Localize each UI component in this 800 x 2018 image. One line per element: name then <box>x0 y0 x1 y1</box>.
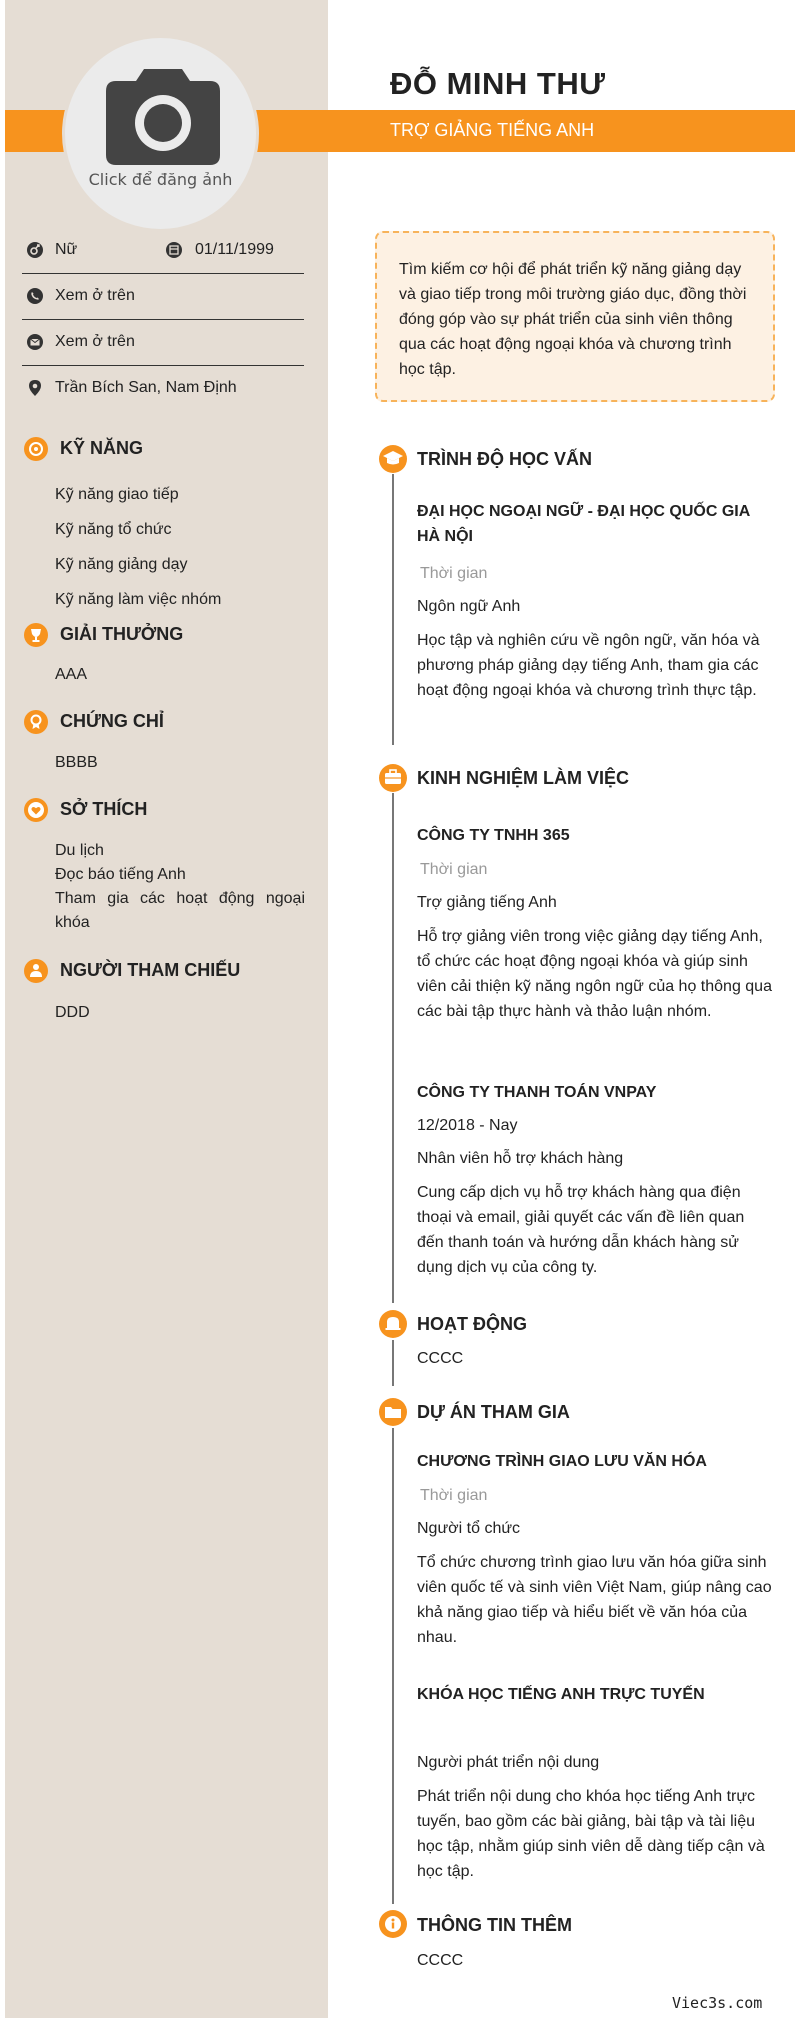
additional-text: CCCC <box>417 1952 464 1969</box>
project-desc: Phát triển nội dung cho khóa học tiếng Anh trực tuyến, bao gồm các bài giảng, bài tập và tài liệu học tập, nhằm giúp sinh viên dễ dàng tiếp cận và học tập. <box>417 1788 765 1880</box>
activities-text: CCCC <box>417 1350 464 1367</box>
project-entry <box>417 1682 772 1884</box>
experience-role: Nhân viên hỗ trợ khách hàng <box>417 1150 624 1167</box>
graduation-cap-icon <box>379 445 407 473</box>
experience-entry <box>417 823 772 1024</box>
email-icon <box>26 333 44 351</box>
activities-title: HOẠT ĐỘNG <box>417 1314 527 1334</box>
calendar-icon <box>165 241 183 259</box>
career-objective: Tìm kiếm cơ hội để phát triển kỹ năng giảng dạy và giao tiếp trong môi trường giáo dục, đồng thời đóng góp vào sự phát triển của sinh viên thông qua các hoạt động ngoại khóa và chương trình học tập. <box>375 231 775 402</box>
reference-item: DDD <box>55 1004 90 1021</box>
references-title: NGƯỜI THAM CHIẾU <box>60 960 241 980</box>
projects-title: DỰ ÁN THAM GIA <box>417 1402 570 1422</box>
experience-time: Thời gian <box>420 861 488 878</box>
photo-upload-label: Click để đăng ảnh <box>88 170 233 189</box>
folder-icon <box>379 1398 407 1426</box>
project-name: CHƯƠNG TRÌNH GIAO LƯU VĂN HÓA <box>417 1453 707 1470</box>
certificates-list <box>55 751 305 775</box>
education-major: Ngôn ngữ Anh <box>417 598 521 615</box>
skills-icon <box>24 437 48 461</box>
education-timeline <box>392 474 394 745</box>
project-role: Người tổ chức <box>417 1520 521 1537</box>
people-icon <box>24 959 48 983</box>
certificate-item: BBBB <box>55 754 98 771</box>
skills-title: KỸ NĂNG <box>60 438 144 458</box>
certificate-icon <box>24 710 48 734</box>
avatar-upload[interactable] <box>62 35 259 232</box>
education-desc: Học tập và nghiên cứu về ngôn ngữ, văn hóa và phương pháp giảng dạy tiếng Anh, tham gia các hoạt động ngoại khóa và chương trình thực tập. <box>417 632 760 699</box>
personal-info <box>22 228 304 411</box>
phone-value: Xem ở trên <box>55 287 135 304</box>
education-entry <box>417 499 772 703</box>
hobby-item: Du lịch <box>55 842 104 859</box>
skill-item: Kỹ năng giao tiếp <box>55 486 179 503</box>
awards-list <box>55 663 305 687</box>
project-time <box>417 1720 772 1739</box>
experience-title: KINH NGHIỆM LÀM VIỆC <box>417 768 630 788</box>
bell-icon <box>379 1310 407 1338</box>
project-entry <box>417 1449 772 1650</box>
email-row <box>22 320 304 366</box>
camera-icon <box>106 65 220 165</box>
experience-time: 12/2018 - Nay <box>417 1117 518 1134</box>
experience-role: Trợ giảng tiếng Anh <box>417 894 557 911</box>
skill-item: Kỹ năng tổ chức <box>55 521 172 538</box>
address-row <box>22 366 304 411</box>
education-time: Thời gian <box>420 565 488 582</box>
hobby-item: Tham gia các hoạt động ngoại khóa <box>55 890 305 931</box>
awards-title: GIẢI THƯỞNG <box>60 624 184 644</box>
references-list <box>55 1001 305 1025</box>
heart-icon <box>24 798 48 822</box>
award-item: AAA <box>55 666 88 683</box>
gender-value: Nữ <box>55 241 78 258</box>
job-title: TRỢ GIẢNG TIẾNG ANH <box>390 120 595 140</box>
project-time: Thời gian <box>420 1487 488 1504</box>
projects-timeline <box>392 1428 394 1904</box>
skill-item: Kỹ năng giảng dạy <box>55 556 188 573</box>
skill-item: Kỹ năng làm việc nhóm <box>55 591 222 608</box>
trophy-icon <box>24 623 48 647</box>
project-role: Người phát triển nội dung <box>417 1754 600 1771</box>
project-desc: Tổ chức chương trình giao lưu văn hóa giữa sinh viên quốc tế và sinh viên Việt Nam, giúp nâng cao khả năng giao tiếp và hiểu biết về văn hóa của nhau. <box>417 1554 772 1646</box>
gender-birthday-row <box>22 228 304 274</box>
birthday-value: 01/11/1999 <box>195 241 274 258</box>
hobby-item: Đọc báo tiếng Anh <box>55 866 186 883</box>
skills-list <box>55 477 305 617</box>
address-value: Trần Bích San, Nam Định <box>55 379 237 396</box>
education-org: ĐẠI HỌC NGOẠI NGỮ - ĐẠI HỌC QUỐC GIA HÀ NỘI <box>417 503 750 545</box>
hobbies-list <box>55 839 305 935</box>
briefcase-icon <box>379 764 407 792</box>
project-name: KHÓA HỌC TIẾNG ANH TRỰC TUYẾN <box>417 1686 705 1703</box>
additional-title: THÔNG TIN THÊM <box>417 1915 572 1935</box>
education-title: TRÌNH ĐỘ HỌC VẤN <box>417 449 592 469</box>
experience-entry <box>417 1080 772 1280</box>
location-pin-icon <box>26 379 44 397</box>
email-value: Xem ở trên <box>55 333 135 350</box>
activities-timeline <box>392 1340 394 1386</box>
info-icon <box>379 1910 407 1938</box>
hobbies-title: SỞ THÍCH <box>60 799 148 819</box>
experience-desc: Cung cấp dịch vụ hỗ trợ khách hàng qua điện thoại và email, giải quyết các vấn đề liên quan đến thanh toán và hướng dẫn khách hàng sử dụng dịch vụ của công ty. <box>417 1184 745 1276</box>
candidate-name: ĐỖ MINH THƯ <box>390 66 606 101</box>
experience-timeline <box>392 793 394 1303</box>
phone-row <box>22 274 304 320</box>
certificates-title: CHỨNG CHỈ <box>60 711 164 731</box>
experience-org: CÔNG TY TNHH 365 <box>417 827 570 844</box>
watermark: Viec3s.com <box>672 1994 763 2012</box>
phone-icon <box>26 287 44 305</box>
experience-desc: Hỗ trợ giảng viên trong việc giảng dạy tiếng Anh, tổ chức các hoạt động ngoại khóa và giúp sinh viên cải thiện kỹ năng ngôn ngữ của họ thông qua các bài tập thực hành và thảo luận nhóm. <box>417 928 772 1020</box>
experience-org: CÔNG TY THANH TOÁN VNPAY <box>417 1084 657 1101</box>
gender-icon <box>26 241 44 259</box>
